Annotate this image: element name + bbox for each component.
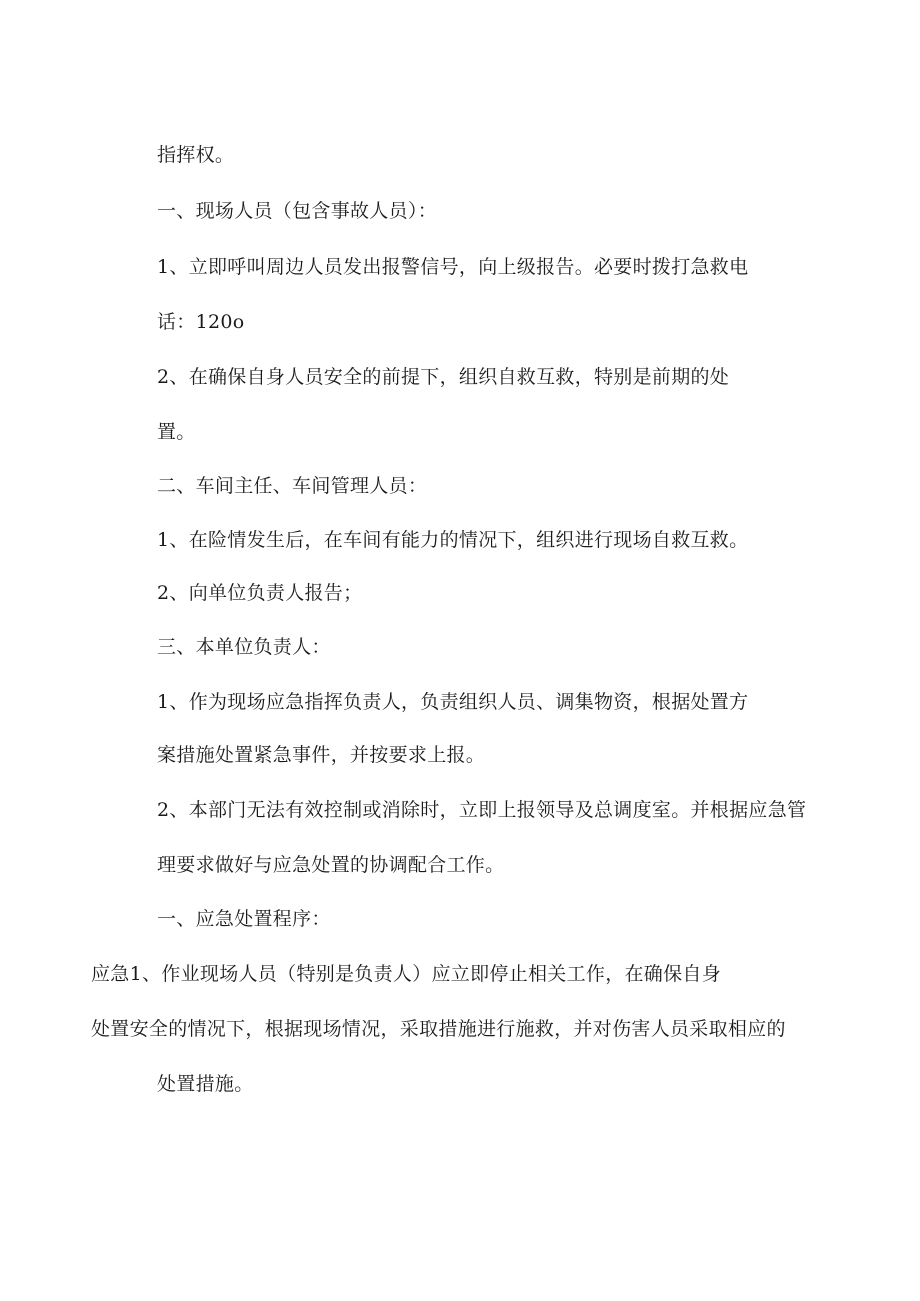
text-line: 案措施处置紧急事件，并按要求上报。 bbox=[157, 744, 486, 766]
text-line: 1、在险情发生后，在车间有能力的情况下，组织进行现场自救互救。 bbox=[157, 529, 749, 551]
text-line: 理要求做好与应急处置的协调配合工作。 bbox=[157, 854, 505, 876]
text-line: 置。 bbox=[157, 421, 196, 443]
text-line: 2、向单位负责人报告； bbox=[157, 582, 363, 604]
text-line: 话：120o bbox=[157, 311, 245, 333]
text-line: 指挥权。 bbox=[157, 144, 235, 166]
section-heading: 三、本单位负责人： bbox=[157, 636, 331, 658]
text-line: 2、本部门无法有效控制或消除时，立即上报领导及总调度室。并根据应急管 bbox=[157, 799, 807, 821]
text-line: 处置措施。 bbox=[157, 1073, 254, 1095]
text-line: 应急1、作业现场人员（特别是负责人）应立即停止相关工作，在确保自身 bbox=[91, 963, 721, 985]
text-line: 1、立即呼叫周边人员发出报警信号，向上级报告。必要时拨打急救电 bbox=[157, 256, 749, 278]
section-heading: 一、现场人员（包含事故人员）： bbox=[157, 200, 438, 222]
section-heading: 二、车间主任、车间管理人员： bbox=[157, 475, 428, 497]
section-heading: 一、应急处置程序： bbox=[157, 908, 331, 930]
text-line: 处置安全的情况下，根据现场情况，采取措施进行施救，并对伤害人员采取相应的 bbox=[91, 1018, 786, 1040]
text-line: 2、在确保自身人员安全的前提下，组织自救互救，特别是前期的处 bbox=[157, 366, 730, 388]
text-line: 1、作为现场应急指挥负责人，负责组织人员、调集物资，根据处置方 bbox=[157, 691, 749, 713]
